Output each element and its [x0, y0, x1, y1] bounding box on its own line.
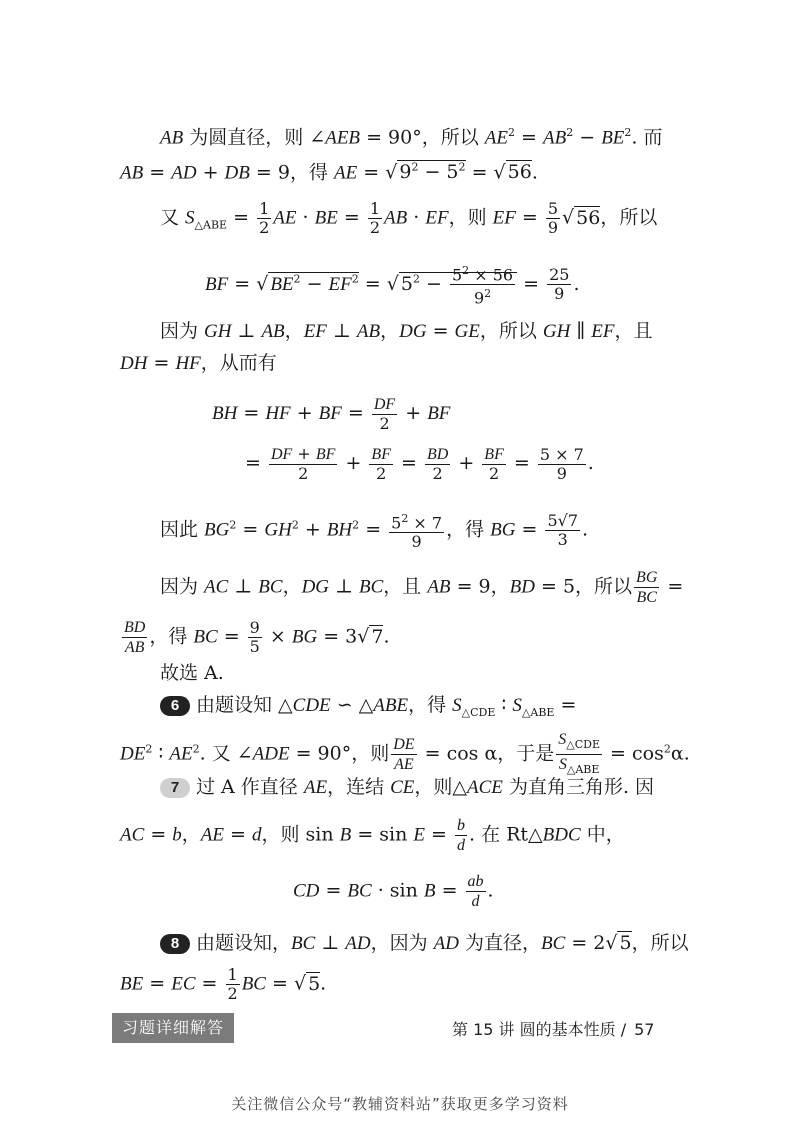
problem-number-badge: 7	[160, 778, 190, 798]
text-line: $\frac{BD}{AB}$ ，得 BC = $\frac{9}{5}$ × BG = 3√ 7.	[124, 618, 390, 656]
section-label: 习题详细解答	[112, 1013, 234, 1043]
text-line: 因为 GH ⊥ AB，EF ⊥ AB，DG = GE，所以 GH ∥ EF，且	[160, 320, 653, 342]
text-line: AB 为圆直径，则 ∠AEB = 90°，所以 $AE^2 = AB^2 - BE^2$. 而	[160, 126, 663, 149]
text-line: 因此 $BG^2 = GH^2 + BH^2$ = $\frac{5^2 \times 7}{9}$ ，得 BG = $\frac{5√7}{3}$ .	[160, 511, 589, 552]
chapter-title: 第 15 讲 圆的基本性质 /	[452, 1020, 627, 1039]
watermark-text: 关注微信公众号“教辅资料站”获取更多学习资料	[231, 1095, 569, 1113]
equation-line: CD = BC · sin B = $\frac{ab}{d}$ .	[293, 873, 494, 910]
text-line: BE = EC = $\frac{1}{2}$ BC = √ 5.	[120, 965, 327, 1003]
problem-7-line: 7 过 A 作直径 AE，连结 CE，则△ACE 为直角三角形. 因	[160, 774, 654, 801]
text-line: AB = AD + DB = 9，得 AE = √ $9^2 - 5^2$ = √ 56.	[120, 161, 538, 184]
text-line: 又 $S_{\triangle ABE}$ = $\frac{1}{2}$ AE · BE = $\frac{1}{2}$ AB · EF，则 EF = $\frac{5}{9}$ √ 56，所以	[160, 199, 658, 237]
equation-line: BF = √ $BE^2 - EF^2$ = √ $5^2$ − $\frac{5^2 \times 56}{9^2}$ = $\frac{25}{9}$ .	[205, 264, 580, 308]
text-line: DH = HF，从而有	[120, 352, 277, 374]
problem-number-badge: 6	[160, 696, 190, 716]
text-line: 故选 A.	[160, 662, 224, 684]
equation-line: BH = HF + BF = $\frac{DF}{2}$ + BF	[212, 396, 451, 433]
problem-number-badge: 8	[160, 934, 190, 954]
text-line: AC = b，AE = d，则 sin B = sin E = $\frac{b}{d}$ . 在 Rt△BDC 中，	[120, 817, 625, 854]
chapter-footer	[452, 1017, 654, 1040]
equation-line: = $\frac{DF + BF}{2}$ + $\frac{BF}{2}$ = $\frac{BD}{2}$ + $\frac{BF}{2}$ = $\frac{5 \times 7}{9}$ .	[245, 444, 594, 483]
problem-8-line: 8 由题设知，BC ⊥ AD，因为 AD 为直径，BC = 2√ 5，所以	[160, 930, 689, 957]
page-number: 57	[634, 1020, 655, 1039]
text-line: 因为 AC ⊥ BC，DG ⊥ BC，且 AB = 9，BD = 5，所以 $\frac{BG}{BC}$ =	[160, 569, 684, 606]
problem-6-line: 6 由题设知 △CDE ∽ △ABE，得 $S_{\triangle CDE}$ ∶ $S_{\triangle ABE}$ =	[160, 692, 576, 726]
text-line: $DE^2$ ∶ $AE^2$. 又 ∠ADE = 90°，则 $\frac{DE}{AE}$ = cos α，于是 $\frac{S_{\triangle CDE}}{S_{\triangle ABE}}$ = $\cos^2\alpha$.	[120, 731, 690, 777]
